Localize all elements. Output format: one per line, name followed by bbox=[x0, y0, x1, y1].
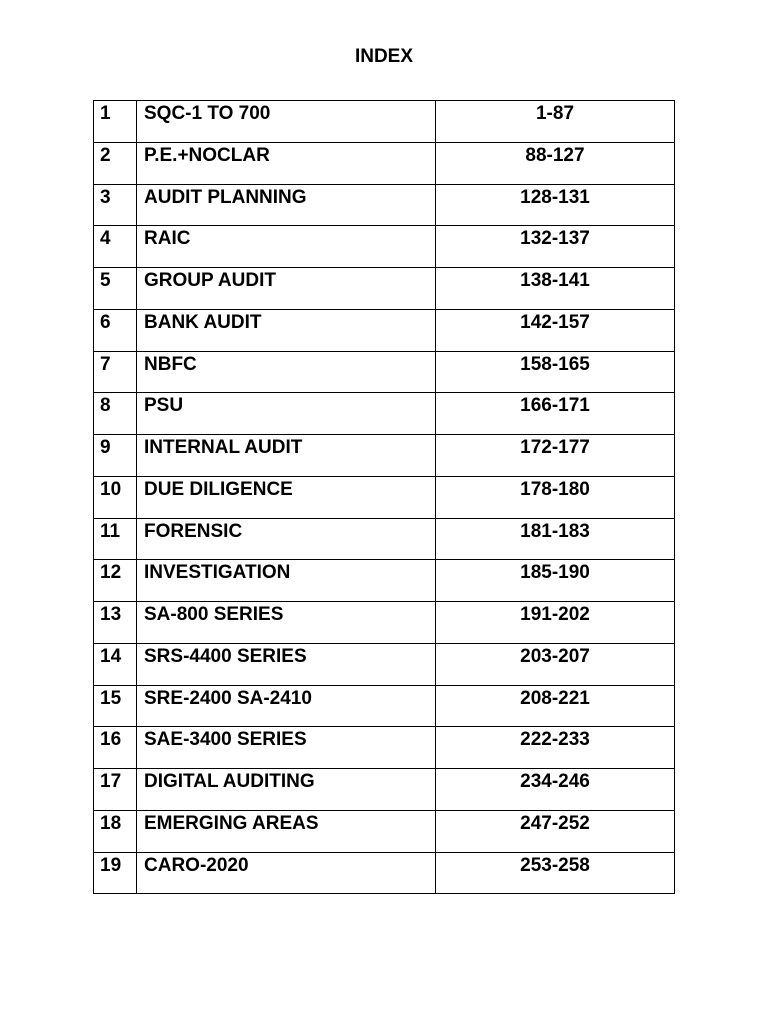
row-number: 15 bbox=[94, 685, 137, 727]
row-pages: 172-177 bbox=[436, 435, 675, 477]
row-topic: NBFC bbox=[137, 351, 436, 393]
table-row bbox=[94, 435, 675, 477]
table-row bbox=[94, 226, 675, 268]
row-topic: INVESTIGATION bbox=[137, 560, 436, 602]
table-row bbox=[94, 560, 675, 602]
row-pages: 88-127 bbox=[436, 142, 675, 184]
row-number: 7 bbox=[94, 351, 137, 393]
table-row bbox=[94, 309, 675, 351]
table-row bbox=[94, 351, 675, 393]
row-number: 17 bbox=[94, 769, 137, 811]
row-pages: 138-141 bbox=[436, 268, 675, 310]
row-pages: 253-258 bbox=[436, 852, 675, 894]
row-topic: SRE-2400 SA-2410 bbox=[137, 685, 436, 727]
row-number: 4 bbox=[94, 226, 137, 268]
table-row bbox=[94, 852, 675, 894]
row-topic: AUDIT PLANNING bbox=[137, 184, 436, 226]
row-number: 8 bbox=[94, 393, 137, 435]
row-pages: 222-233 bbox=[436, 727, 675, 769]
row-pages: 185-190 bbox=[436, 560, 675, 602]
row-number: 12 bbox=[94, 560, 137, 602]
row-pages: 191-202 bbox=[436, 602, 675, 644]
row-topic: EMERGING AREAS bbox=[137, 810, 436, 852]
row-number: 5 bbox=[94, 268, 137, 310]
table-row bbox=[94, 101, 675, 143]
table-row bbox=[94, 184, 675, 226]
row-number: 18 bbox=[94, 810, 137, 852]
index-table-body bbox=[94, 101, 675, 894]
row-topic: GROUP AUDIT bbox=[137, 268, 436, 310]
row-topic: SRS-4400 SERIES bbox=[137, 643, 436, 685]
page-title: INDEX bbox=[354, 46, 414, 67]
row-pages: 158-165 bbox=[436, 351, 675, 393]
row-number: 10 bbox=[94, 476, 137, 518]
row-pages: 178-180 bbox=[436, 476, 675, 518]
row-number: 19 bbox=[94, 852, 137, 894]
row-pages: 166-171 bbox=[436, 393, 675, 435]
row-pages: 208-221 bbox=[436, 685, 675, 727]
row-topic: DUE DILIGENCE bbox=[137, 476, 436, 518]
row-pages: 142-157 bbox=[436, 309, 675, 351]
row-topic: CARO-2020 bbox=[137, 852, 436, 894]
row-topic: SAE-3400 SERIES bbox=[137, 727, 436, 769]
row-topic: SA-800 SERIES bbox=[137, 602, 436, 644]
row-number: 14 bbox=[94, 643, 137, 685]
row-topic: SQC-1 TO 700 bbox=[137, 101, 436, 143]
table-row bbox=[94, 476, 675, 518]
table-row bbox=[94, 685, 675, 727]
row-pages: 1-87 bbox=[436, 101, 675, 143]
row-topic: FORENSIC bbox=[137, 518, 436, 560]
table-row bbox=[94, 643, 675, 685]
table-row bbox=[94, 810, 675, 852]
row-number: 1 bbox=[94, 101, 137, 143]
row-pages: 203-207 bbox=[436, 643, 675, 685]
row-topic: DIGITAL AUDITING bbox=[137, 769, 436, 811]
table-row bbox=[94, 769, 675, 811]
row-topic: RAIC bbox=[137, 226, 436, 268]
row-topic: BANK AUDIT bbox=[137, 309, 436, 351]
table-row bbox=[94, 518, 675, 560]
row-pages: 247-252 bbox=[436, 810, 675, 852]
index-table bbox=[93, 100, 675, 894]
row-pages: 181-183 bbox=[436, 518, 675, 560]
row-number: 11 bbox=[94, 518, 137, 560]
table-row bbox=[94, 393, 675, 435]
row-number: 13 bbox=[94, 602, 137, 644]
row-number: 3 bbox=[94, 184, 137, 226]
row-pages: 234-246 bbox=[436, 769, 675, 811]
table-row bbox=[94, 602, 675, 644]
row-number: 2 bbox=[94, 142, 137, 184]
row-number: 6 bbox=[94, 309, 137, 351]
table-row bbox=[94, 727, 675, 769]
row-number: 9 bbox=[94, 435, 137, 477]
row-topic: PSU bbox=[137, 393, 436, 435]
row-topic: INTERNAL AUDIT bbox=[137, 435, 436, 477]
row-pages: 128-131 bbox=[436, 184, 675, 226]
table-row bbox=[94, 268, 675, 310]
table-row bbox=[94, 142, 675, 184]
row-number: 16 bbox=[94, 727, 137, 769]
row-pages: 132-137 bbox=[436, 226, 675, 268]
row-topic: P.E.+NOCLAR bbox=[137, 142, 436, 184]
